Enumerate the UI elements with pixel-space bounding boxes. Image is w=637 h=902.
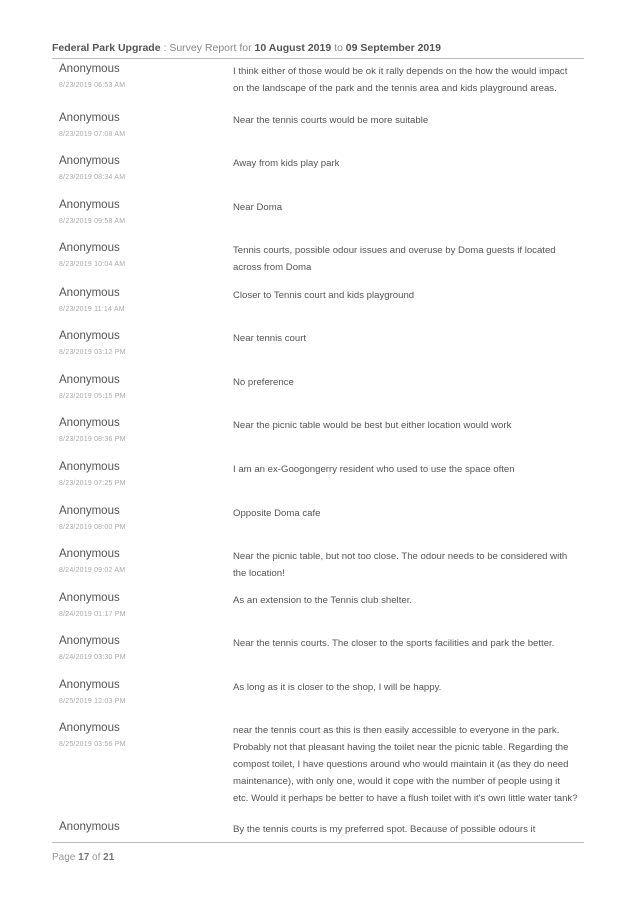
response-text: No preference [233, 377, 294, 388]
respondent-name: Anonymous [59, 592, 120, 604]
response-text: I am an ex-Googongerry resident who used to use the space often [233, 464, 515, 475]
respondent-name: Anonymous [59, 505, 120, 517]
page-word: Page [52, 852, 76, 863]
response-date: 8/23/2019 11:14 AM [59, 306, 125, 313]
response-date: 8/23/2019 07:08 AM [59, 131, 126, 138]
response-text: Near the picnic table, but not too close. The odour needs to be considered with the location! [233, 551, 568, 579]
response-date: 8/23/2019 08:36 PM [59, 436, 126, 443]
date-from: 10 August 2019 [254, 42, 332, 54]
footer-divider [52, 842, 584, 843]
respondent-name: Anonymous [59, 679, 120, 691]
response-date: 8/24/2019 03:30 PM [59, 654, 126, 661]
respondent-name: Anonymous [59, 374, 120, 386]
respondent-name: Anonymous [59, 112, 120, 124]
response-date: 8/23/2019 03:12 PM [59, 349, 126, 356]
report-label: Survey Report for [169, 42, 252, 54]
respondent-name: Anonymous [59, 155, 120, 167]
respondent-name: Anonymous [59, 287, 120, 299]
response-text: Closer to Tennis court and kids playground [233, 290, 415, 301]
survey-title: Federal Park Upgrade [52, 42, 161, 54]
response-date: 8/23/2019 08:00 PM [59, 524, 126, 531]
response-date: 8/23/2019 06:53 AM [59, 82, 126, 89]
response-text: Near the tennis courts would be more suitable [233, 115, 429, 126]
response-date: 8/23/2019 08:34 AM [59, 174, 126, 181]
date-to: 09 September 2019 [345, 42, 441, 54]
response-text: As an extension to the Tennis club shelter. [233, 595, 413, 606]
response-text: Near Doma [233, 202, 283, 213]
page-total: 21 [103, 852, 115, 863]
response-text: Near the tennis courts. The closer to the sports facilities and park the better. [233, 638, 555, 649]
to-word: to [334, 42, 343, 54]
page-number: 17 [78, 852, 90, 863]
response-text: Near tennis court [233, 333, 307, 344]
response-text: Near the picnic table would be best but either location would work [233, 420, 512, 431]
response-text: Opposite Doma cafe [233, 508, 321, 519]
response-text: Away from kids play park [233, 158, 340, 169]
respondent-name: Anonymous [59, 548, 120, 560]
response-date: 8/23/2019 09:58 AM [59, 218, 126, 225]
response-date: 8/25/2019 12:03 PM [59, 698, 126, 705]
respondent-name: Anonymous [59, 199, 120, 211]
respondent-name: Anonymous [59, 722, 120, 734]
of-word: of [92, 852, 101, 863]
response-date: 8/23/2019 10:04 AM [59, 261, 126, 268]
response-date: 8/25/2019 03:56 PM [59, 741, 126, 748]
header-separator: : [163, 42, 167, 54]
response-text: near the tennis court as this is then easily accessible to everyone in the park. Probably not that pleasant having the toilet near the picnic table. Regarding the compost toilet, I have questions around who would maintain it (as they do need maintenance), with only one, would it cope with the number of people using it etc. Would it perhaps be better to have a flush toilet with it's own little water tank? [233, 725, 578, 804]
respondent-name: Anonymous [59, 330, 120, 342]
respondent-name: Anonymous [59, 635, 120, 647]
response-date: 8/23/2019 05:15 PM [59, 393, 126, 400]
respondent-name: Anonymous [59, 63, 120, 75]
response-text: By the tennis courts is my preferred spot. Because of possible odours it [233, 824, 536, 835]
respondent-name: Anonymous [59, 242, 120, 254]
respondent-name: Anonymous [59, 417, 120, 429]
response-date: 8/24/2019 01:17 PM [59, 611, 126, 618]
response-text: I think either of those would be ok it rally depends on the how the would impact on the landscape of the park and the tennis area and kids playground areas. [233, 66, 568, 94]
respondent-name: Anonymous [59, 461, 120, 473]
response-text: Tennis courts, possible odour issues and overuse by Doma guests if located across from Doma [233, 245, 556, 273]
response-date: 8/23/2019 07:25 PM [59, 480, 126, 487]
response-text: As long as it is closer to the shop, I will be happy. [233, 682, 442, 693]
respondent-name: Anonymous [59, 821, 120, 833]
response-date: 8/24/2019 09:02 AM [59, 567, 126, 574]
page-footer [52, 852, 114, 863]
